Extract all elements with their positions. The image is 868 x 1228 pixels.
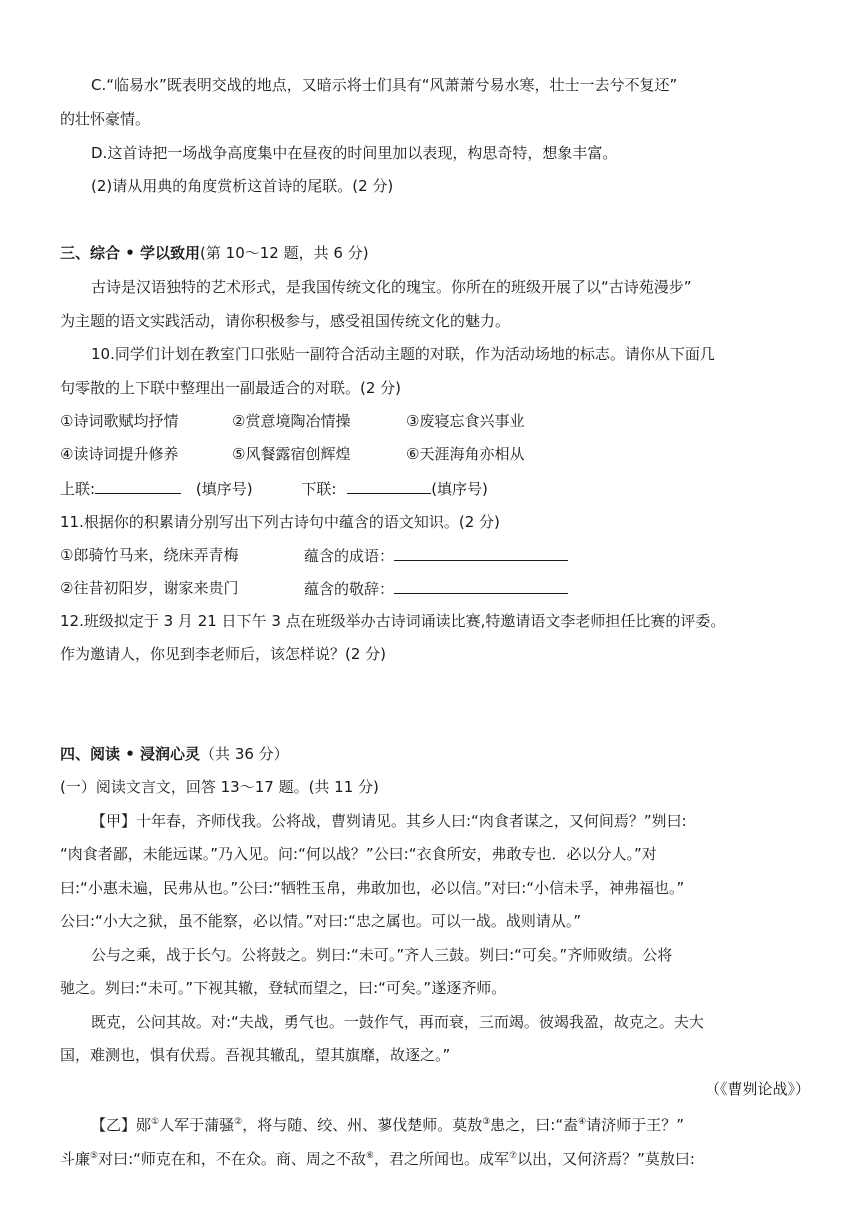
footnote-marker-4: ④	[578, 1117, 587, 1127]
footnote-marker-5: ⑤	[90, 1151, 99, 1161]
q10-option-4: ④读诗词提升修养	[60, 445, 179, 463]
q10-line2: 句零散的上下联中整理出一副最适合的对联。(2 分)	[60, 379, 402, 397]
q11-idiom-label: 蕴含的成语：	[304, 547, 395, 565]
lower-couplet-label: 下联:	[301, 480, 337, 498]
upper-couplet-hint: (填序号)	[195, 480, 253, 498]
footnote-marker-7: ⑦	[509, 1151, 518, 1161]
q11-answer-a	[304, 544, 568, 567]
passage-yi-text: ，君之所闻也。成军	[374, 1150, 510, 1168]
q10-option-5: ⑤风餐露宿创辉煌	[232, 445, 351, 463]
q10-option-1: ①诗词歌赋均抒情	[60, 412, 179, 430]
passage-yi-text: 对曰:“师克在和，不在众。商、周之不敌	[98, 1150, 366, 1168]
q9-option-c-line1: C.“临易水”既表明交战的地点，又暗示将士们具有“风萧萧兮易水寒，壮士一去兮不复还”	[91, 76, 678, 94]
q9-option-d: D.这首诗把一场战争高度集中在昼夜的时间里加以表现，构思奇特，想象丰富。	[91, 144, 618, 162]
passage-jia-line1: 【甲】十年春，齐师伐我。公将战，曹刿请见。其乡人曰:“肉食者谋之，又何间焉？”刿曰:	[91, 812, 687, 830]
footnote-marker-6: ⑥	[365, 1151, 374, 1161]
section-4-heading	[60, 743, 289, 765]
upper-couplet-blank[interactable]	[95, 477, 181, 494]
q10-option-3: ③废寝忘食兴事业	[406, 412, 525, 430]
q11-idiom-blank[interactable]	[394, 544, 568, 561]
q11-poem-a: ①郎骑竹马来，绕床弄青梅	[60, 546, 239, 564]
passage-yi-text: 患之，曰:“盍	[490, 1116, 579, 1134]
q11-prompt: 11.根据你的积累请分别写出下列古诗句中蕴含的语文知识。(2 分)	[60, 513, 500, 531]
q10-option-2: ②赏意境陶冶情操	[232, 412, 351, 430]
passage-yi-text: ，将与随、绞、州、蓼伐楚师。莫敖	[242, 1116, 483, 1134]
footnote-marker-3: ③	[482, 1117, 491, 1127]
passage-jia-line7: 既克，公问其故。对:“夫战，勇气也。一鼓作气，再而衰，三而竭。彼竭我盈，故克之。夫大	[91, 1013, 704, 1031]
passage-jia-source: （《曹刿论战》）	[704, 1080, 810, 1098]
passage-yi-text: 请济师于王？”	[586, 1116, 684, 1134]
q12-line2: 作为邀请人，你见到李老师后，该怎样说？(2 分)	[60, 645, 387, 663]
footnote-marker-2: ②	[234, 1117, 243, 1127]
lower-couplet-blank[interactable]	[347, 477, 431, 494]
passage-yi-text: 以出，又何济焉？”莫敖曰:	[517, 1150, 695, 1168]
q10-answer-row	[60, 477, 488, 500]
passage-yi-text: 人军于蒲骚	[159, 1116, 235, 1134]
passage-yi-text: 斗廉	[60, 1150, 91, 1168]
passage-jia-line4: 公曰:“小大之狱，虽不能察，必以情。”对曰:“忠之属也。可以一战。战则请从。”	[60, 912, 582, 930]
q9-sub-question-2: (2)请从用典的角度赏析这首诗的尾联。(2 分)	[91, 177, 394, 195]
q11-answer-b	[304, 577, 568, 600]
lower-couplet-hint: (填序号)	[431, 480, 488, 498]
q12-line1: 12.班级拟定于 3 月 21 日下午 3 点在班级举办古诗词诵读比赛,特邀请语文李老师担任比赛的评委。	[60, 612, 726, 630]
section-4-score: （共 36 分）	[200, 745, 289, 763]
section-3-title: 三、综合 • 学以致用	[60, 244, 201, 262]
section-3-heading	[60, 242, 369, 264]
passage-jia-line3: 曰:“小惠未遍，民弗从也。”公曰:“牺牲玉帛，弗敢加也，必以信。”对曰:“小信未孚，神弗福也。”	[60, 879, 685, 897]
q11-honorific-label: 蕴含的敬辞：	[304, 580, 395, 598]
q10-line1: 10.同学们计划在教室门口张贴一副符合活动主题的对联，作为活动场地的标志。请你从下面几	[91, 345, 715, 363]
q9-option-c-line2: 的壮怀豪情。	[60, 110, 151, 128]
footnote-marker-1: ①	[151, 1117, 160, 1127]
passage-yi-line2	[60, 1145, 695, 1170]
passage-jia-line2: “肉食者鄙，未能远谋。”乃入见。问:“何以战？”公曰:“衣食所安，弗敢专也．必以分人。”对	[60, 845, 657, 863]
section-4-title: 四、阅读 • 浸润心灵	[60, 745, 201, 763]
q11-poem-b: ②往昔初阳岁，谢家来贵门	[60, 579, 239, 597]
passage-jia-line8: 国，难测也，惧有伏焉。吾视其辙乱，望其旗靡，故逐之。”	[60, 1046, 451, 1064]
upper-couplet-label: 上联:	[60, 480, 96, 498]
section-4-part-1: (一）阅读文言文，回答 13～17 题。(共 11 分)	[60, 778, 379, 796]
q10-option-6: ⑥天涯海角亦相从	[406, 445, 525, 463]
section-3-intro-line2: 为主题的语文实践活动，请你积极参与，感受祖国传统文化的魅力。	[60, 312, 511, 330]
section-3-scope: (第 10～12 题，共 6 分)	[200, 244, 369, 262]
passage-yi-text: 【乙】郧	[91, 1116, 152, 1134]
q11-honorific-blank[interactable]	[394, 577, 568, 594]
passage-jia-line6: 驰之。刿曰:“未可。”下视其辙，登轼而望之，曰:“可矣。”遂逐齐师。	[60, 979, 507, 997]
section-3-intro-line1: 古诗是汉语独特的艺术形式，是我国传统文化的瑰宝。你所在的班级开展了以“古诗苑漫步”	[91, 278, 692, 296]
passage-yi-line1	[91, 1111, 684, 1136]
passage-jia-line5: 公与之乘，战于长勺。公将鼓之。刿曰:“未可。”齐人三鼓。刿曰:“可矣。”齐师败绩。公将	[91, 946, 673, 964]
